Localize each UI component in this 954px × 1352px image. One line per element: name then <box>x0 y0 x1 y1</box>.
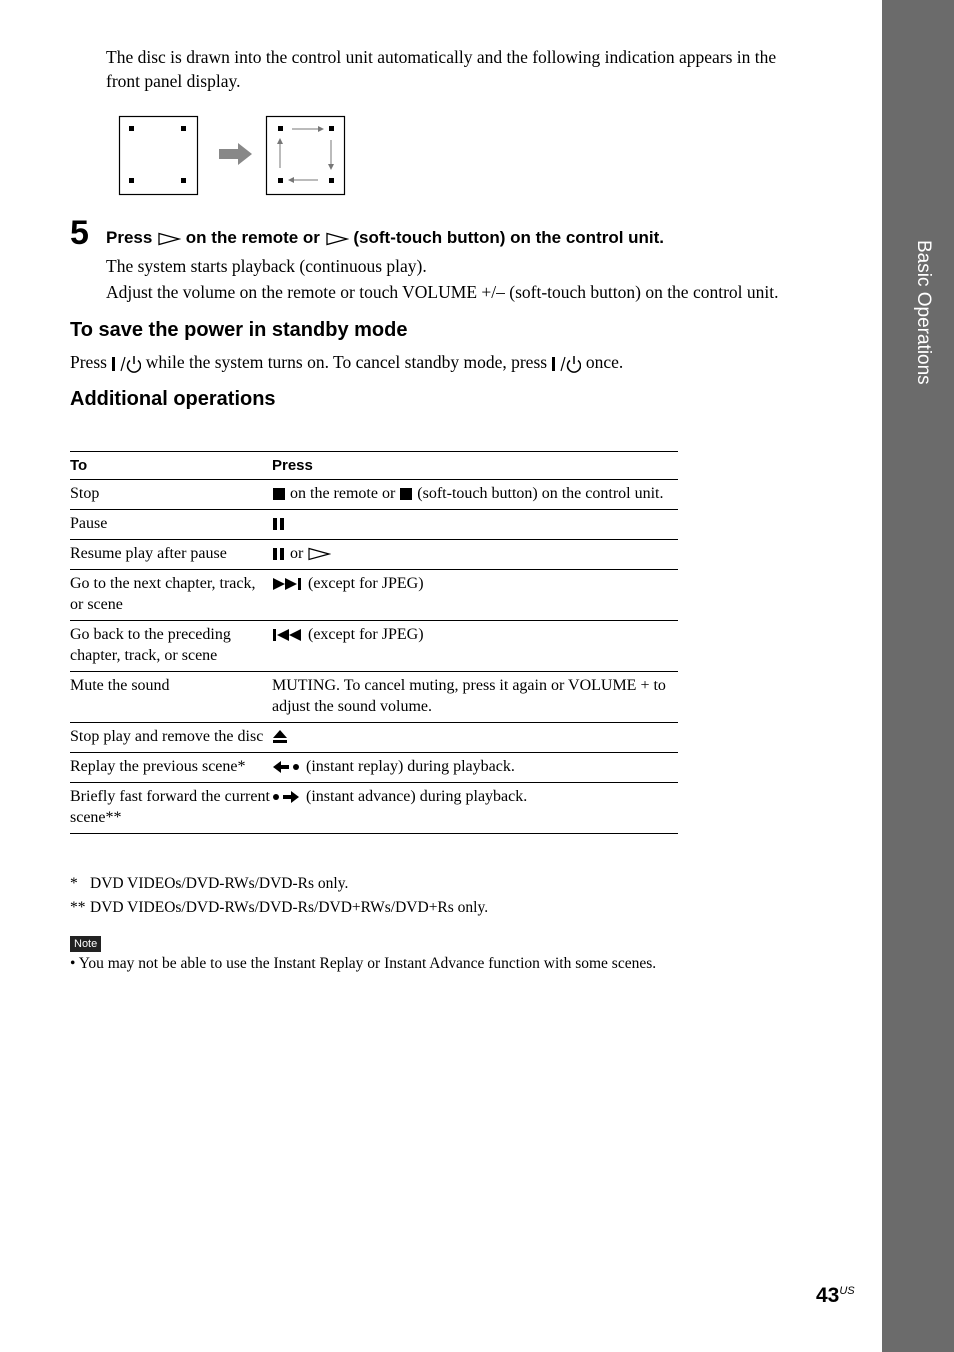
arrow-right-icon <box>219 143 252 165</box>
additional-heading: Additional operations <box>70 388 276 410</box>
power-standby-icon <box>111 355 141 373</box>
stop-square-icon <box>272 487 286 501</box>
cell-press-text-b: (soft-touch button) on the control unit. <box>417 485 664 502</box>
note-text: • You may not be able to use the Instant Replay or Instant Advance function with some scenes. <box>70 955 657 972</box>
table-row <box>70 570 678 621</box>
footnote-2 <box>70 898 488 918</box>
cell-press-or: or <box>290 545 304 562</box>
table-header-row <box>70 452 678 480</box>
standby-text-b: while the system turns on. To cancel standby mode, press <box>145 352 548 372</box>
pause-icon <box>272 517 286 531</box>
side-tab <box>882 0 954 1352</box>
cell-press-text: (instant replay) during playback. <box>306 758 515 775</box>
table-row <box>70 510 678 540</box>
cell-press-text: (except for JPEG) <box>308 626 424 643</box>
standby-heading: To save the power in standby mode <box>70 319 408 341</box>
intro-line-1: The disc is drawn into the control unit automatically and the following indication appears in the <box>106 47 777 67</box>
front-panel-display-illustration <box>112 110 352 202</box>
cell-to: Stop play and remove the disc <box>70 723 272 753</box>
step-heading <box>106 227 664 249</box>
eject-icon <box>272 729 288 745</box>
stop-square-icon <box>399 487 413 501</box>
instant-replay-icon <box>272 760 302 774</box>
cell-to: Go back to the preceding chapter, track, or scene <box>70 621 272 672</box>
page-number-value: 43 <box>816 1284 840 1307</box>
play-outline-icon <box>325 232 349 246</box>
cell-press <box>272 723 678 753</box>
play-outline-icon <box>157 232 181 246</box>
table-row <box>70 672 678 723</box>
column-header-to: To <box>70 452 272 480</box>
previous-track-icon <box>272 628 304 642</box>
cell-to: Resume play after pause <box>70 540 272 570</box>
play-outline-icon <box>307 547 331 561</box>
footnote-mark: ** <box>70 899 86 916</box>
step-number: 5 <box>70 214 89 252</box>
step-body-1: The system starts playback (continuous play). <box>106 256 427 276</box>
cell-press-text: (instant advance) during playback. <box>306 788 528 805</box>
column-header-press: Press <box>272 452 678 480</box>
intro-line-2: front panel display. <box>106 71 241 91</box>
cell-to: Briefly fast forward the current scene** <box>70 783 272 834</box>
footnote-1 <box>70 874 348 894</box>
footnote-mark: * <box>70 875 78 892</box>
table-row <box>70 540 678 570</box>
cell-to: Pause <box>70 510 272 540</box>
table-row <box>70 723 678 753</box>
cell-to: Replay the previous scene* <box>70 753 272 783</box>
table-row <box>70 753 678 783</box>
side-tab-label: Basic Operations <box>913 240 934 385</box>
cell-press-text: (except for JPEG) <box>308 575 424 592</box>
page-number-suffix: US <box>839 1285 855 1297</box>
cell-press: MUTING. To cancel muting, press it again or VOLUME + to adjust the sound volume. <box>272 672 678 723</box>
table-row <box>70 783 678 834</box>
display-box-left <box>120 117 198 195</box>
cell-press <box>272 621 678 672</box>
standby-text <box>70 350 623 374</box>
table-row <box>70 480 678 510</box>
cell-press <box>272 510 678 540</box>
cell-press <box>272 480 678 510</box>
instant-advance-icon <box>272 790 302 804</box>
standby-text-c: once. <box>585 352 624 372</box>
pause-icon <box>272 547 286 561</box>
step-heading-press: Press <box>106 228 153 247</box>
step-body-2: Adjust the volume on the remote or touch VOLUME +/– (soft-touch button) on the control unit. <box>106 282 779 302</box>
power-standby-icon <box>551 355 581 373</box>
standby-text-a: Press <box>70 352 107 372</box>
cell-to: Stop <box>70 480 272 510</box>
table-row <box>70 621 678 672</box>
next-track-icon <box>272 577 304 591</box>
cell-press <box>272 570 678 621</box>
cell-press-text-a: on the remote or <box>290 485 396 502</box>
cell-to: Mute the sound <box>70 672 272 723</box>
cell-to: Go to the next chapter, track, or scene <box>70 570 272 621</box>
page-number <box>816 1284 855 1308</box>
operations-table <box>70 451 678 834</box>
step-heading-mid: on the remote or <box>185 228 320 247</box>
display-box-right <box>267 117 345 195</box>
note-badge: Note <box>70 936 101 952</box>
cell-press <box>272 540 678 570</box>
cell-press <box>272 753 678 783</box>
cell-press <box>272 783 678 834</box>
footnote-text: DVD VIDEOs/DVD-RWs/DVD-Rs/DVD+RWs/DVD+Rs only. <box>90 899 489 916</box>
footnote-text: DVD VIDEOs/DVD-RWs/DVD-Rs only. <box>90 875 349 892</box>
step-heading-end: (soft-touch button) on the control unit. <box>353 228 665 247</box>
